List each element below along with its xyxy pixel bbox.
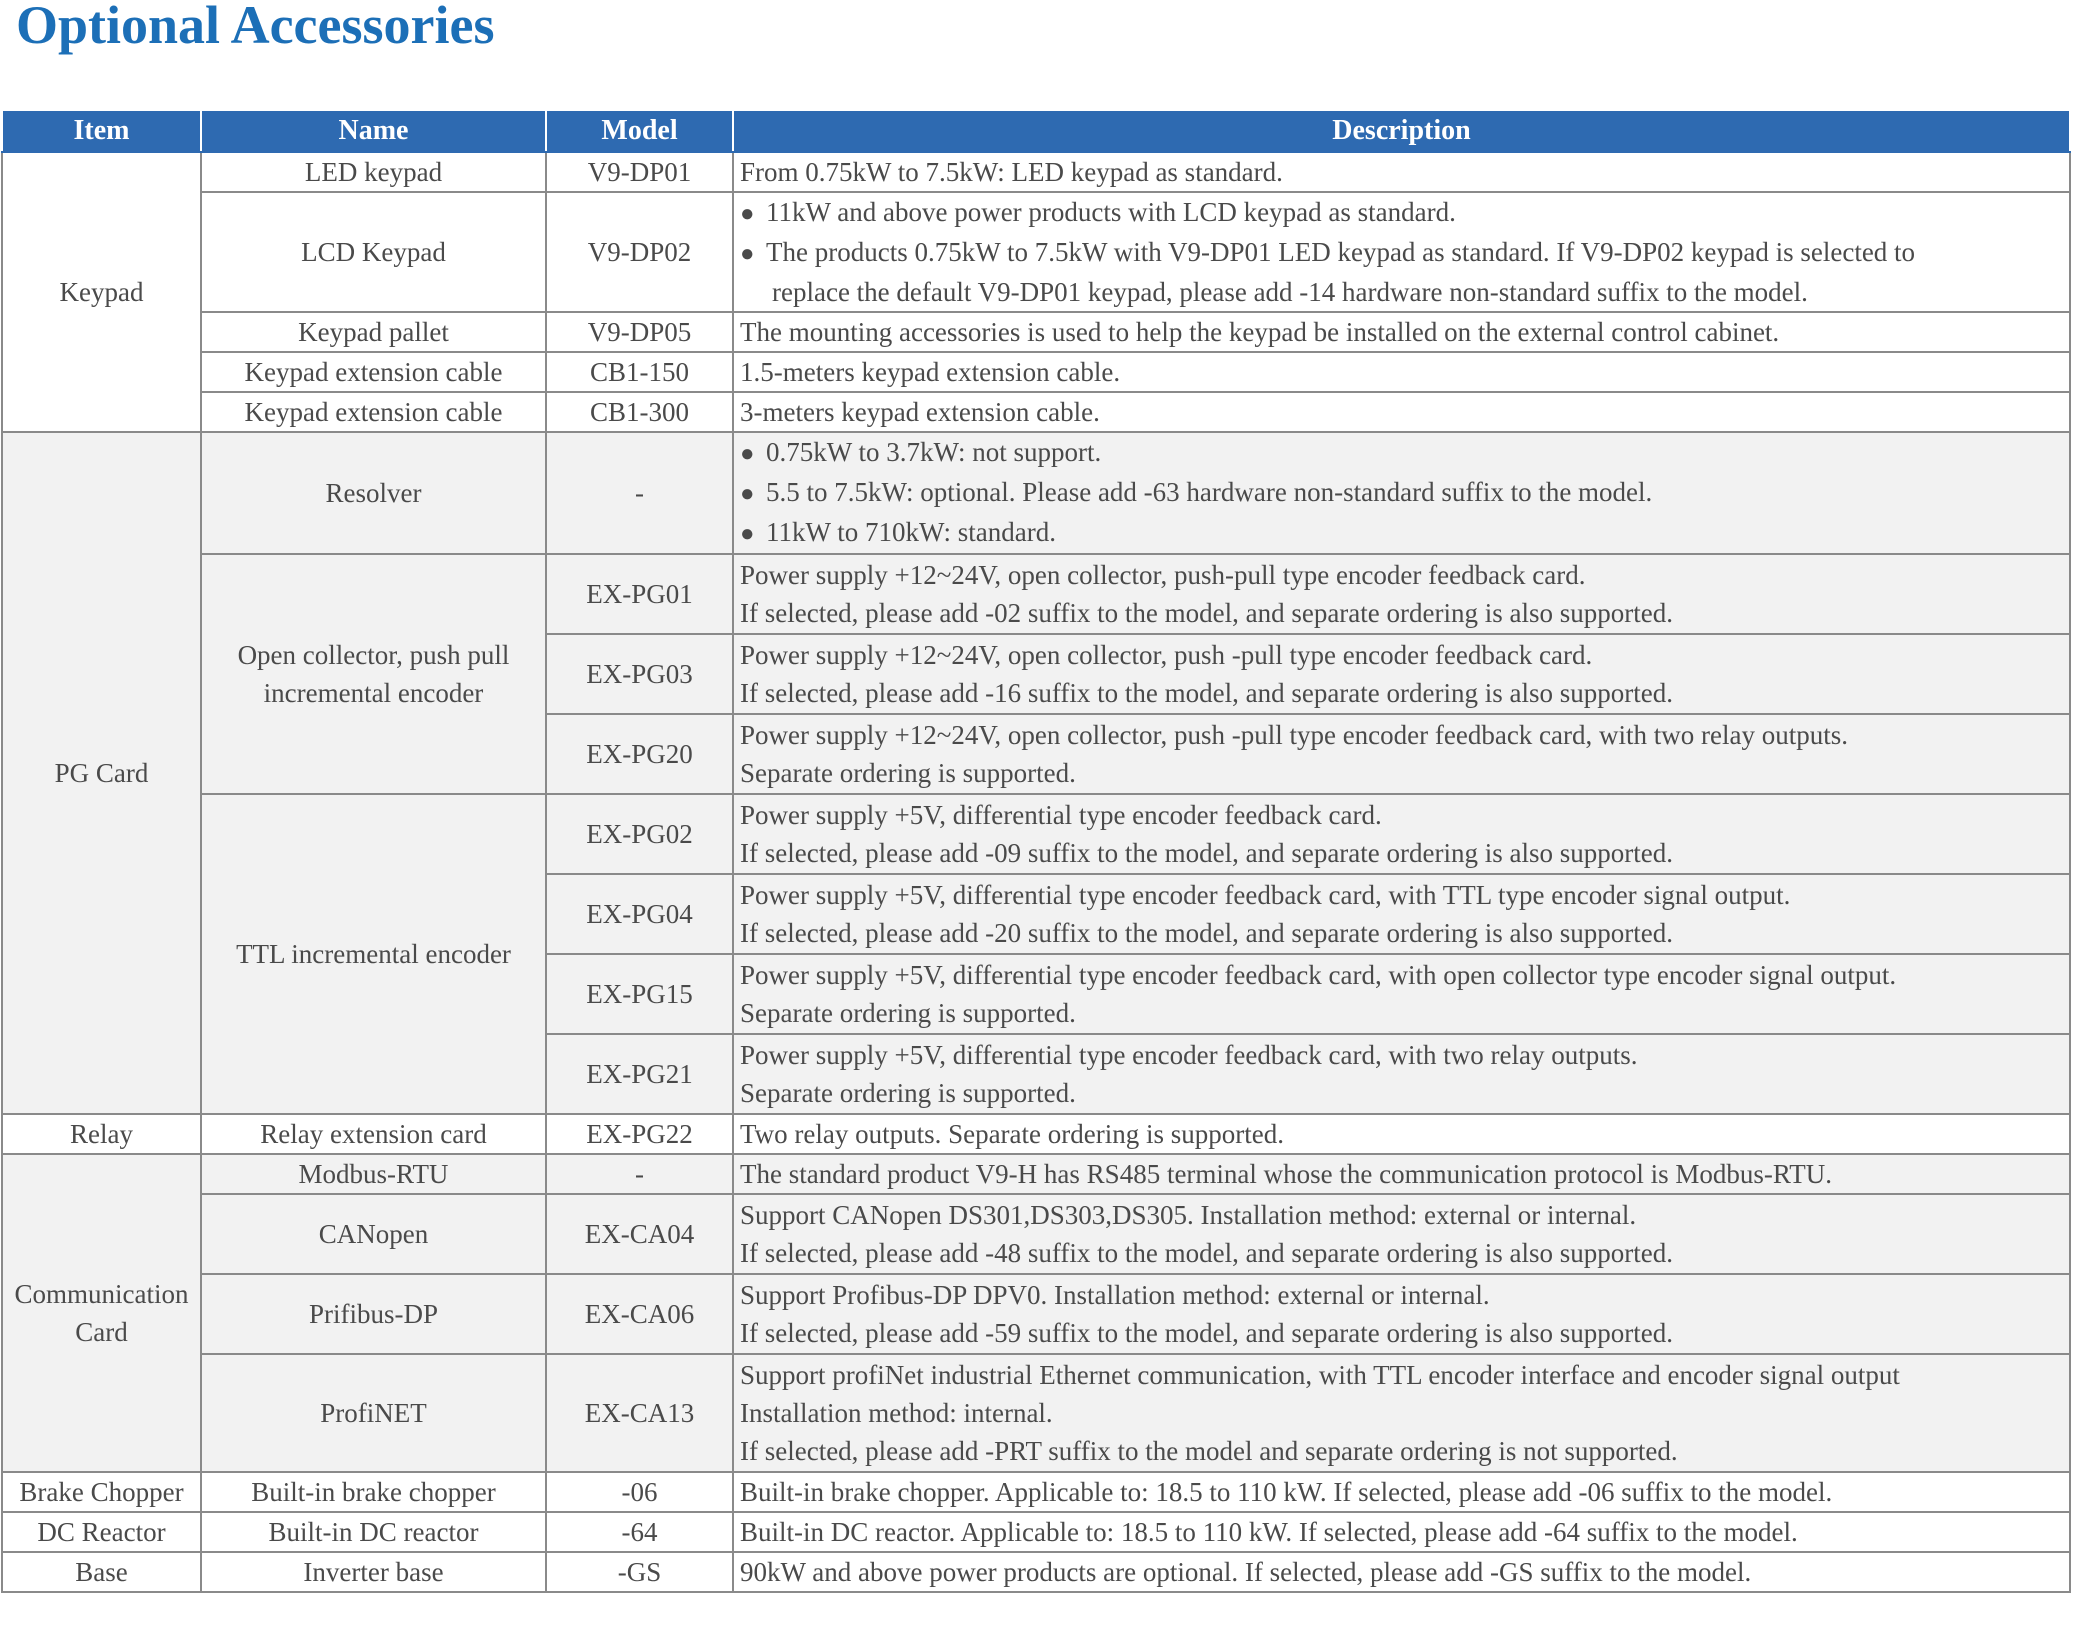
- description-line: Support CANopen DS301,DS303,DS305. Installation method: external or internal.: [740, 1200, 1637, 1230]
- name-cell-open-collector: [201, 554, 546, 794]
- table-row: [2, 1354, 2070, 1472]
- name-cell: Inverter base: [201, 1552, 546, 1592]
- item-cell-pg-card: PG Card: [2, 432, 201, 1114]
- name-cell: Modbus-RTU: [201, 1154, 546, 1194]
- description-cell: [733, 1354, 2070, 1472]
- model-cell: V9-DP01: [546, 152, 733, 192]
- description-line: Separate ordering is supported.: [740, 758, 1076, 788]
- table-row: [2, 152, 2070, 192]
- description-line: Power supply +12~24V, open collector, push-pull type encoder feedback card.: [740, 560, 1586, 590]
- description-line: Power supply +5V, differential type encoder feedback card, with open collector type encoder signal output.: [740, 960, 1897, 990]
- description-bullet: ● 11kW and above power products with LCD keypad as standard.: [740, 193, 2065, 233]
- model-cell: CB1-150: [546, 352, 733, 392]
- description-line: Power supply +5V, differential type encoder feedback card.: [740, 800, 1382, 830]
- description-line: Installation method: internal.: [740, 1398, 1053, 1428]
- model-cell: V9-DP02: [546, 192, 733, 312]
- name-cell: Built-in DC reactor: [201, 1512, 546, 1552]
- table-row: [2, 1154, 2070, 1194]
- model-cell: EX-PG04: [546, 874, 733, 954]
- name-cell: Relay extension card: [201, 1114, 546, 1154]
- model-cell: V9-DP05: [546, 312, 733, 352]
- model-cell: -GS: [546, 1552, 733, 1592]
- model-cell: EX-PG01: [546, 554, 733, 634]
- table-row: [2, 1512, 2070, 1552]
- relay-group: [2, 1114, 2070, 1154]
- page-title: Optional Accessories: [16, 0, 495, 55]
- description-line: Power supply +12~24V, open collector, push -pull type encoder feedback card.: [740, 640, 1593, 670]
- model-cell: EX-PG20: [546, 714, 733, 794]
- description-bullet: ● 11kW to 710kW: standard.: [740, 513, 2065, 553]
- name-cell: Keypad extension cable: [201, 352, 546, 392]
- description-line: Separate ordering is supported.: [740, 998, 1076, 1028]
- description-cell: [733, 1194, 2070, 1274]
- description-line: Power supply +12~24V, open collector, push -pull type encoder feedback card, with two relay outputs.: [740, 720, 1848, 750]
- model-cell: EX-PG03: [546, 634, 733, 714]
- name-cell: Resolver: [201, 432, 546, 554]
- model-cell: CB1-300: [546, 392, 733, 432]
- description-line: Power supply +5V, differential type encoder feedback card, with two relay outputs.: [740, 1040, 1638, 1070]
- model-cell: EX-CA04: [546, 1194, 733, 1274]
- description-line: If selected, please add -59 suffix to the model, and separate ordering is also supported.: [740, 1318, 1673, 1348]
- description-line: If selected, please add -09 suffix to the model, and separate ordering is also supported.: [740, 838, 1673, 868]
- description-bullet: ● 5.5 to 7.5kW: optional. Please add -63 hardware non-standard suffix to the model.: [740, 473, 2065, 513]
- model-cell: EX-CA06: [546, 1274, 733, 1354]
- description-line: Support Profibus-DP DPV0. Installation method: external or internal.: [740, 1280, 1490, 1310]
- table-row: [2, 1194, 2070, 1274]
- description-line: The mounting accessories is used to help the keypad be installed on the external control cabinet.: [740, 317, 1780, 347]
- model-cell: -64: [546, 1512, 733, 1552]
- header-name: Name: [201, 110, 546, 152]
- description-line: 1.5-meters keypad extension cable.: [740, 357, 1121, 387]
- name-line: incremental encoder: [263, 678, 484, 708]
- name-cell: LED keypad: [201, 152, 546, 192]
- description-cell: [733, 312, 2070, 352]
- name-cell: ProfiNET: [201, 1354, 546, 1472]
- name-cell: Keypad extension cable: [201, 392, 546, 432]
- item-cell-base: Base: [2, 1552, 201, 1592]
- description-cell: [733, 554, 2070, 634]
- model-cell: -06: [546, 1472, 733, 1512]
- description-cell: [733, 432, 2070, 554]
- description-cell: [733, 152, 2070, 192]
- description-cell: [733, 1154, 2070, 1194]
- description-cell: [733, 634, 2070, 714]
- name-cell: CANopen: [201, 1194, 546, 1274]
- item-line: Communication: [14, 1279, 189, 1309]
- keypad-group: [2, 152, 2070, 432]
- table-row: [2, 1552, 2070, 1592]
- table-row: [2, 432, 2070, 554]
- description-line: 3-meters keypad extension cable.: [740, 397, 1100, 427]
- header-item: Item: [2, 110, 201, 152]
- model-cell: EX-PG21: [546, 1034, 733, 1114]
- name-cell: Keypad pallet: [201, 312, 546, 352]
- model-cell: EX-PG02: [546, 794, 733, 874]
- table-row: [2, 554, 2070, 634]
- name-cell: Built-in brake chopper: [201, 1472, 546, 1512]
- description-cell: [733, 714, 2070, 794]
- description-line: If selected, please add -48 suffix to the model, and separate ordering is also supported.: [740, 1238, 1673, 1268]
- description-line: If selected, please add -02 suffix to the model, and separate ordering is also supported.: [740, 598, 1673, 628]
- item-cell-keypad: Keypad: [2, 152, 201, 432]
- description-line: Support profiNet industrial Ethernet communication, with TTL encoder interface and encoder signal output: [740, 1360, 1900, 1390]
- accessories-table: [1, 109, 2071, 1593]
- description-cell: [733, 874, 2070, 954]
- description-cell: Built-in DC reactor. Applicable to: 18.5 to 110 kW. If selected, please add -64 suffix to the model.: [733, 1512, 2070, 1552]
- model-cell: -: [546, 1154, 733, 1194]
- item-cell-communication-card: [2, 1154, 201, 1472]
- description-cell: [733, 1274, 2070, 1354]
- description-line: If selected, please add -16 suffix to the model, and separate ordering is also supported.: [740, 678, 1673, 708]
- table-row: [2, 1114, 2070, 1154]
- model-cell: -: [546, 432, 733, 554]
- description-line: From 0.75kW to 7.5kW: LED keypad as standard.: [740, 157, 1283, 187]
- name-cell: LCD Keypad: [201, 192, 546, 312]
- description-line: The standard product V9-H has RS485 terminal whose the communication protocol is Modbus-RTU.: [740, 1159, 1832, 1189]
- item-cell-relay: Relay: [2, 1114, 201, 1154]
- description-cell: [733, 352, 2070, 392]
- description-line: If selected, please add -20 suffix to the model, and separate ordering is also supported.: [740, 918, 1673, 948]
- description-cell: Built-in brake chopper. Applicable to: 18.5 to 110 kW. If selected, please add -06 suffix to the model.: [733, 1472, 2070, 1512]
- description-cell: [733, 954, 2070, 1034]
- model-cell: EX-PG15: [546, 954, 733, 1034]
- description-cell: [733, 1034, 2070, 1114]
- description-cell: [733, 794, 2070, 874]
- header-description: Description: [733, 110, 2070, 152]
- model-cell: EX-PG22: [546, 1114, 733, 1154]
- description-cell: Two relay outputs. Separate ordering is supported.: [733, 1114, 2070, 1154]
- name-cell: Prifibus-DP: [201, 1274, 546, 1354]
- item-cell-brake-chopper: Brake Chopper: [2, 1472, 201, 1512]
- communication-card-group: [2, 1154, 2070, 1472]
- description-cell: [733, 392, 2070, 432]
- item-line: Card: [75, 1317, 128, 1347]
- table-row: [2, 794, 2070, 874]
- model-cell: EX-CA13: [546, 1354, 733, 1472]
- header-model: Model: [546, 110, 733, 152]
- description-cell: 90kW and above power products are optional. If selected, please add -GS suffix to the model.: [733, 1552, 2070, 1592]
- header-row: [2, 110, 2070, 152]
- description-line: If selected, please add -PRT suffix to the model and separate ordering is not supported.: [740, 1436, 1678, 1466]
- table-row: [2, 1274, 2070, 1354]
- table-row: [2, 312, 2070, 352]
- item-cell-dc-reactor: DC Reactor: [2, 1512, 201, 1552]
- table-row: [2, 1472, 2070, 1512]
- description-cell: [733, 192, 2070, 312]
- description-line: replace the default V9-DP01 keypad, please add -14 hardware non-standard suffix to the model.: [772, 277, 1808, 307]
- description-line: Separate ordering is supported.: [740, 1078, 1076, 1108]
- description-bullet: ● The products 0.75kW to 7.5kW with V9-DP01 LED keypad as standard. If V9-DP02 keypad is selected to: [740, 233, 2065, 273]
- name-cell-ttl: TTL incremental encoder: [201, 794, 546, 1114]
- table-row: [2, 352, 2070, 392]
- name-line: Open collector, push pull: [237, 640, 510, 670]
- description-line: Power supply +5V, differential type encoder feedback card, with TTL type encoder signal output.: [740, 880, 1791, 910]
- table-row: [2, 392, 2070, 432]
- table-row: [2, 192, 2070, 312]
- other-accessories-group: [2, 1472, 2070, 1592]
- pg-card-group: [2, 432, 2070, 1114]
- description-bullet: ● 0.75kW to 3.7kW: not support.: [740, 433, 2065, 473]
